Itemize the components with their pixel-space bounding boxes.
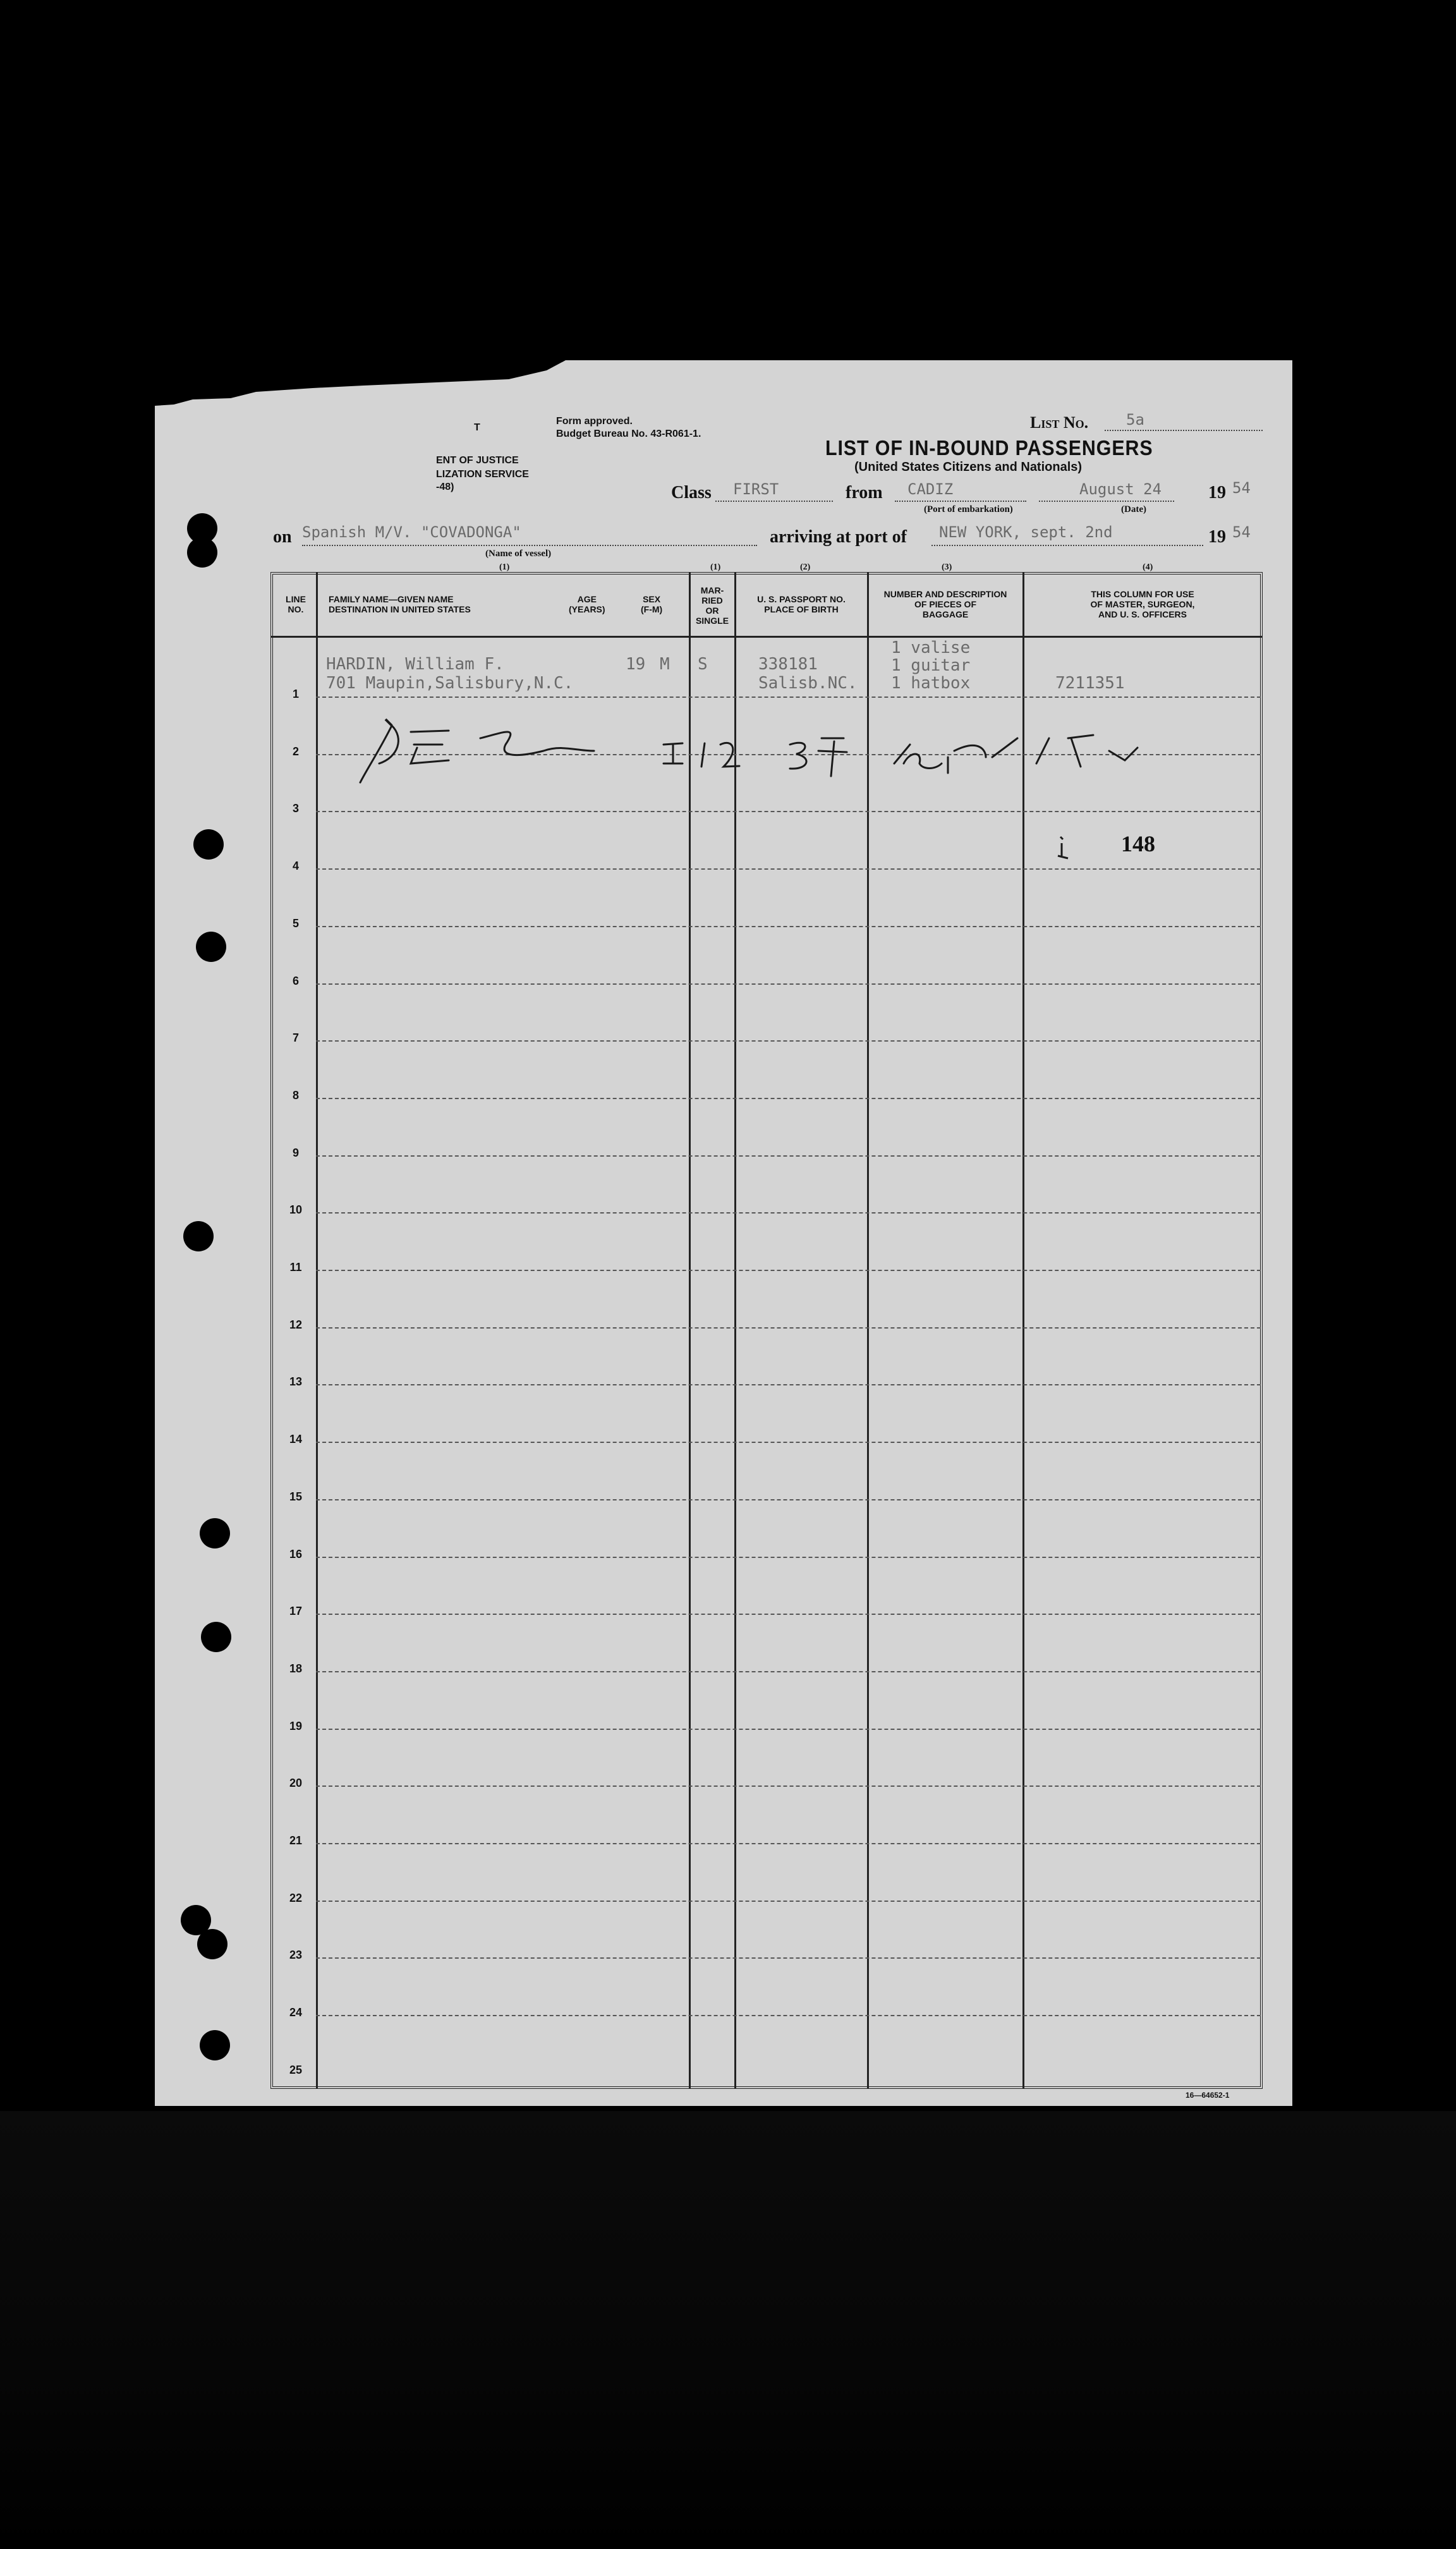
on-label: on [273, 527, 292, 547]
binder-hole [200, 2030, 230, 2060]
header-line-no: LINE NO. [286, 594, 306, 614]
department-header-line: T [474, 422, 480, 433]
header-passport: U. S. PASSPORT NO. PLACE OF BIRTH [757, 594, 846, 614]
row-number: 3 [292, 802, 299, 815]
place-of-birth: Salisb.NC. [758, 674, 858, 693]
column-number: (4) [1143, 563, 1153, 572]
row-number: 21 [289, 1834, 303, 1847]
header-age: AGE (YEARS) [569, 594, 605, 614]
row-line [316, 811, 1261, 812]
form-approval-line: Form approved. [556, 416, 633, 427]
row-number: 24 [289, 2006, 303, 2019]
port-embarkation-dots [895, 501, 1026, 502]
row-line [316, 868, 1261, 870]
port-embarkation-caption: (Port of embarkation) [924, 504, 1013, 514]
row-number: 19 [289, 1719, 303, 1732]
header-sex: SEX (F-M) [641, 594, 663, 614]
row-line [316, 1901, 1261, 1902]
handwritten-signature [354, 713, 1251, 795]
row-line [316, 1614, 1261, 1615]
arrival-value: NEW YORK, sept. 2nd [939, 523, 1113, 541]
passport-number: 338181 [758, 655, 818, 674]
column-divider [689, 572, 691, 2089]
column-divider [1022, 572, 1024, 2089]
department-header-line: LIZATION SERVICE [436, 469, 529, 480]
row-number: 22 [289, 1891, 303, 1904]
stamp-number: 148 [1121, 831, 1155, 856]
row-line [316, 1786, 1261, 1787]
row-number: 17 [289, 1605, 303, 1618]
arrival-dots [931, 545, 1203, 546]
passenger-name: HARDIN, William F. [326, 655, 504, 674]
form-title: LIST OF IN-BOUND PASSENGERS [825, 436, 1153, 459]
from-label: from [846, 483, 883, 502]
column-number: (1) [710, 563, 721, 572]
date-caption: (Date) [1121, 504, 1146, 514]
row-number: 20 [289, 1777, 303, 1790]
row-line [316, 926, 1261, 927]
officer-check-mark [1054, 834, 1073, 862]
row-number: 8 [292, 1088, 299, 1102]
list-no-value: 5a [1126, 411, 1144, 429]
row-line [316, 1557, 1261, 1558]
baggage-item: 1 guitar [891, 656, 971, 675]
arrival-year-prefix: 19 [1208, 527, 1226, 547]
row-number: 6 [292, 974, 299, 987]
vessel-caption: (Name of vessel) [485, 549, 552, 559]
row-number: 11 [289, 1261, 302, 1274]
arrival-year-value: 54 [1232, 523, 1251, 541]
department-header-line: ENT OF JUSTICE [436, 455, 519, 466]
officer-number: 7211351 [1055, 674, 1125, 693]
row-line [316, 983, 1261, 985]
vessel-dots [302, 545, 757, 546]
row-number: 4 [292, 860, 299, 873]
baggage-item: 1 valise [891, 638, 971, 657]
row-line [316, 1729, 1261, 1730]
row-line [316, 1499, 1261, 1500]
binder-hole [201, 1622, 231, 1652]
row-line [316, 1671, 1261, 1672]
form-subtitle: (United States Citizens and Nationals) [854, 460, 1083, 474]
column-number: (3) [942, 563, 952, 572]
passenger-married: S [698, 655, 708, 674]
header-officers: THIS COLUMN FOR USE OF MASTER, SURGEON, AND U. S. OFFICERS [1090, 589, 1195, 619]
class-dots [715, 501, 833, 502]
column-number: (1) [499, 563, 510, 572]
passenger-address: 701 Maupin,Salisbury,N.C. [326, 674, 574, 693]
row-number: 16 [289, 1547, 303, 1560]
column-divider [316, 572, 318, 2089]
row-number: 12 [289, 1318, 303, 1331]
row-number: 15 [289, 1490, 303, 1503]
binder-hole [193, 829, 224, 860]
row-number: 1 [292, 688, 299, 700]
row-line [316, 1270, 1261, 1271]
binder-hole [197, 1929, 228, 1959]
row-line [316, 1212, 1261, 1214]
row-number: 23 [289, 1949, 303, 1962]
header-baggage: NUMBER AND DESCRIPTION OF PIECES OF BAGGAGE [883, 589, 1007, 619]
year-value: 54 [1232, 479, 1251, 497]
row-line [316, 1098, 1261, 1099]
column-divider [867, 572, 869, 2089]
row-line [316, 1327, 1261, 1329]
column-divider [734, 572, 736, 2089]
list-no-label: List No. [1030, 413, 1089, 432]
class-value: FIRST [733, 480, 779, 498]
binder-hole [183, 1221, 214, 1251]
binder-hole [200, 1518, 230, 1548]
row-number: 2 [292, 745, 299, 758]
row-line [316, 1957, 1261, 1959]
binder-hole [187, 537, 217, 568]
row-line [316, 1040, 1261, 1042]
row-line [316, 1384, 1261, 1385]
date-value: August 24 [1079, 480, 1162, 498]
vessel-value: Spanish M/V. "COVADONGA" [302, 523, 521, 541]
row-line [316, 1843, 1261, 1844]
table-header-divider [270, 636, 1263, 638]
row-line [316, 2015, 1261, 2016]
arriving-label: arriving at port of [770, 527, 907, 547]
department-header-line: -48) [436, 482, 454, 492]
date-dots [1039, 501, 1174, 502]
budget-bureau-line: Budget Bureau No. 43-R061-1. [556, 429, 701, 439]
binder-hole [196, 932, 226, 962]
list-no-dots [1105, 430, 1263, 431]
row-number: 14 [289, 1433, 303, 1446]
row-number: 9 [292, 1146, 299, 1159]
year-prefix: 19 [1208, 483, 1226, 502]
row-number: 25 [289, 2063, 303, 2076]
port-embarkation-value: CADIZ [907, 480, 954, 498]
scanner-background [0, 2111, 1456, 2549]
column-number: (2) [800, 563, 811, 572]
row-line [316, 697, 1261, 698]
row-number: 5 [292, 916, 299, 930]
row-number: 13 [289, 1375, 303, 1389]
row-number: 7 [292, 1031, 299, 1045]
row-line [316, 1155, 1261, 1157]
passenger-sex: M [660, 655, 670, 674]
passenger-table [270, 572, 1263, 2089]
class-label: Class [671, 483, 712, 502]
passenger-age: 19 [626, 655, 646, 674]
baggage-item: 1 hatbox [891, 674, 971, 693]
header-family-name: FAMILY NAME—GIVEN NAME DESTINATION IN UNITED STATES [329, 594, 471, 614]
row-number: 18 [289, 1662, 303, 1675]
row-number: 10 [289, 1203, 303, 1217]
header-married: MAR- RIED OR SINGLE [695, 585, 729, 626]
row-line [316, 1442, 1261, 1443]
footer-code: 16—64652-1 [1186, 2091, 1230, 2100]
